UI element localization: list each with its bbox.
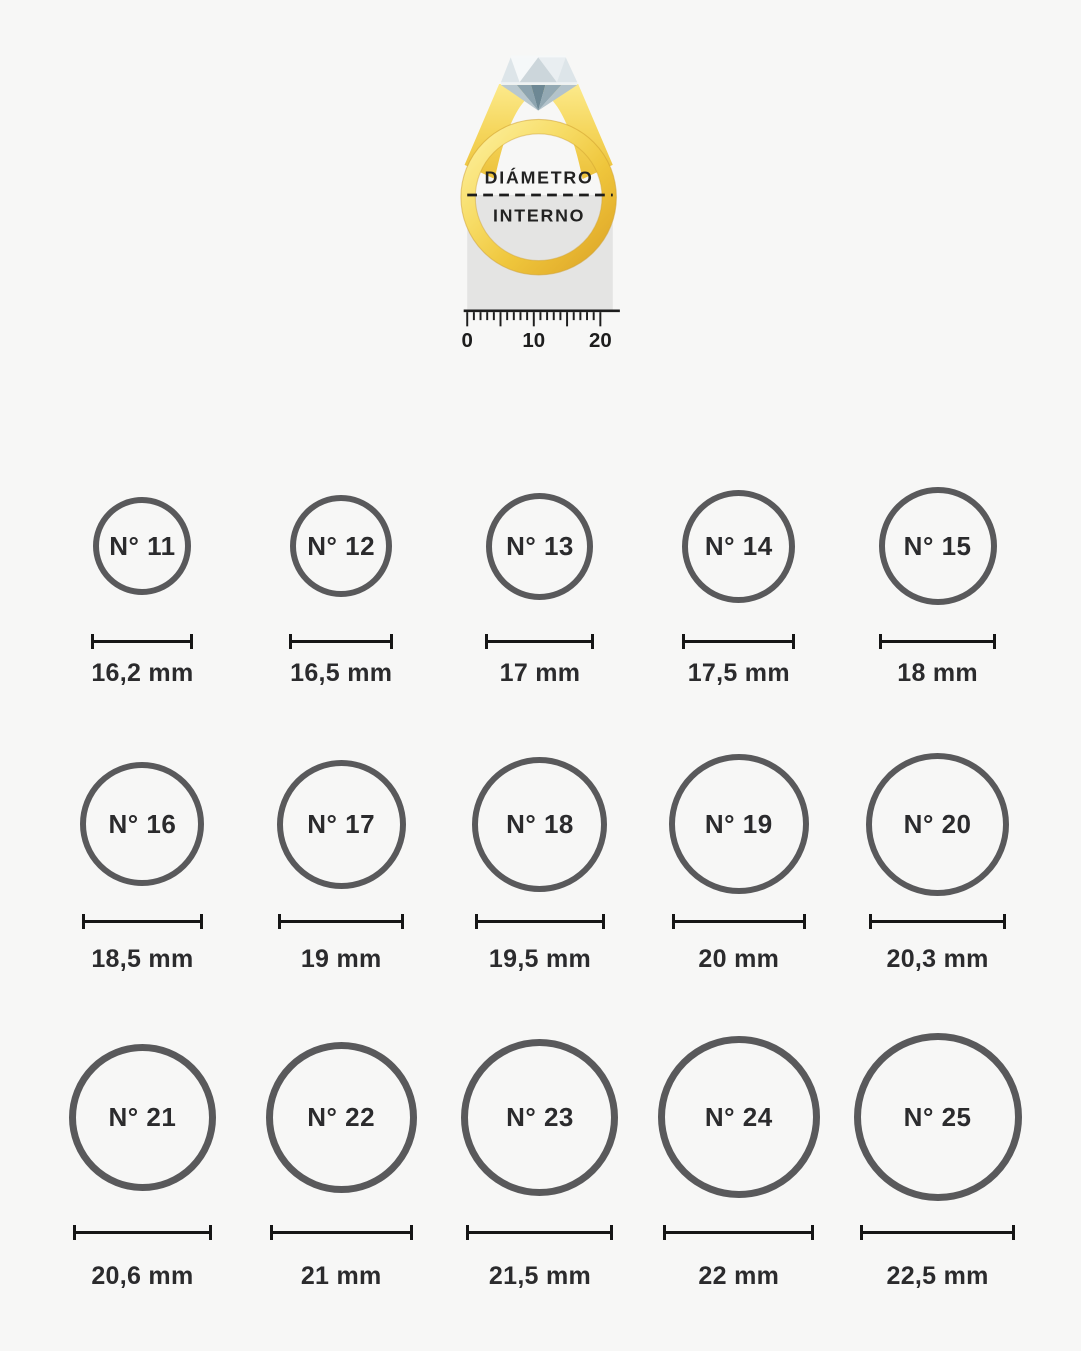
- ring-size-number: N° 22: [307, 1101, 376, 1132]
- diameter-measure-line: [475, 914, 605, 929]
- ring-size-circle: [486, 493, 593, 600]
- ring-size-circle: [682, 490, 795, 603]
- ring-size-circle-box: [866, 740, 1009, 908]
- diameter-value-label: 17,5 mm: [687, 659, 790, 687]
- ring-size-circle-box: [658, 1020, 820, 1214]
- ring-size-circle-box: [682, 470, 795, 622]
- diameter-value-label: 16,2 mm: [91, 659, 194, 687]
- ring-size-number: N° 13: [506, 530, 574, 561]
- ring-size-circle-box: [854, 1020, 1022, 1214]
- ring-size-number: N° 19: [704, 808, 773, 839]
- diameter-measure-line: [879, 634, 996, 649]
- ring-size-circle-box: [486, 470, 593, 622]
- diameter-measure-line: [289, 634, 393, 649]
- ring-size-number: N° 24: [704, 1101, 773, 1132]
- ring-size-circle: [879, 487, 997, 605]
- ring-size-circle-box: [69, 1020, 216, 1214]
- ring-size-item: [242, 470, 441, 688]
- ring-size-number: N° 14: [704, 530, 773, 561]
- diameter-measure-line: [270, 1225, 413, 1240]
- ring-size-circle-box: [472, 740, 607, 908]
- ring-size-number: N° 17: [307, 808, 376, 839]
- ring-size-number: N° 15: [903, 530, 972, 561]
- ring-size-circle: [277, 760, 406, 889]
- diameter-measure-line: [485, 634, 594, 649]
- diameter-measure-line: [672, 914, 806, 929]
- diameter-value-label: 17 mm: [499, 659, 581, 687]
- ring-size-circle-box: [879, 470, 997, 622]
- diameter-measure-line: [663, 1225, 814, 1240]
- diameter-label-bottom: INTERNO: [492, 205, 586, 226]
- diameter-value-label: 20 mm: [698, 945, 780, 973]
- ring-diagram-svg: [430, 45, 650, 400]
- size-row-3: [43, 1020, 1037, 1291]
- ring-size-item: [242, 1020, 441, 1291]
- ring-size-circle: [290, 495, 392, 597]
- diameter-value-label: 16,5 mm: [290, 659, 393, 687]
- diameter-value-label: 22,5 mm: [886, 1262, 989, 1290]
- ring-size-circle-box: [461, 1020, 618, 1214]
- diameter-measure-line: [860, 1225, 1015, 1240]
- diameter-measure-line: [682, 634, 795, 649]
- diameter-value-label: 21 mm: [300, 1262, 382, 1290]
- diameter-value-label: 18 mm: [897, 659, 978, 687]
- diameter-value-label: 20,6 mm: [91, 1262, 194, 1290]
- diameter-measure-line: [466, 1225, 613, 1240]
- ring-size-circle: [461, 1039, 618, 1196]
- ring-size-item: [441, 1020, 640, 1291]
- ring-size-circle: [658, 1036, 820, 1198]
- ring-size-item: [639, 1020, 838, 1291]
- ring-size-circle: [669, 754, 809, 894]
- ring-size-number: N° 25: [903, 1101, 972, 1132]
- ring-size-item: [441, 740, 640, 974]
- ring-size-item: [838, 1020, 1037, 1291]
- ring-size-circle: [93, 497, 191, 595]
- ring-size-circle: [866, 753, 1009, 896]
- ring-size-circle: [69, 1044, 216, 1191]
- ring-size-circle-box: [290, 470, 392, 622]
- ring-size-number: N° 20: [903, 808, 972, 839]
- ring-diagram: [430, 45, 650, 400]
- ruler-label-0: 0: [461, 329, 473, 352]
- ring-size-number: N° 23: [506, 1101, 574, 1132]
- ring-size-item: [43, 1020, 242, 1291]
- ring-size-circle: [472, 757, 607, 892]
- ring-size-circle-box: [266, 1020, 417, 1214]
- ring-size-number: N° 11: [109, 530, 176, 561]
- ring-size-number: N° 16: [108, 808, 177, 839]
- ring-size-circle: [854, 1033, 1022, 1201]
- diameter-measure-line: [278, 914, 404, 929]
- ring-size-circle-box: [277, 740, 406, 908]
- diameter-value-label: 19,5 mm: [488, 945, 592, 973]
- diameter-measure-line: [869, 914, 1006, 929]
- diameter-measure-line: [91, 634, 193, 649]
- ring-size-circle: [80, 762, 204, 886]
- ring-size-item: [838, 740, 1037, 974]
- diameter-label-top: DIÁMETRO: [484, 167, 594, 188]
- ring-size-number: N° 18: [506, 808, 574, 839]
- ruler-ticks: [467, 312, 600, 326]
- diameter-value-label: 20,3 mm: [886, 945, 989, 973]
- size-row-2: [43, 740, 1037, 974]
- diameter-value-label: 18,5 mm: [91, 945, 194, 973]
- ring-size-circle-box: [669, 740, 809, 908]
- diameter-value-label: 21,5 mm: [488, 1262, 592, 1290]
- ruler: [462, 311, 620, 352]
- ring-size-item: [441, 470, 640, 688]
- diameter-measure-line: [82, 914, 203, 929]
- ring-size-item: [838, 470, 1037, 688]
- ring-size-item: [639, 470, 838, 688]
- diameter-value-label: 22 mm: [698, 1262, 780, 1290]
- ring-size-number: N° 21: [108, 1101, 177, 1132]
- ring-size-item: [639, 740, 838, 974]
- ring-size-item: [242, 740, 441, 974]
- ring-size-circle-box: [80, 740, 204, 908]
- ruler-label-10: 10: [522, 329, 546, 352]
- ruler-label-20: 20: [588, 329, 612, 352]
- diameter-measure-line: [73, 1225, 212, 1240]
- diameter-value-label: 19 mm: [300, 945, 382, 973]
- ring-size-item: [43, 740, 242, 974]
- ring-size-number: N° 12: [307, 530, 376, 561]
- ring-size-item: [43, 470, 242, 688]
- size-row-1: [43, 470, 1037, 688]
- ring-size-circle: [266, 1042, 417, 1193]
- ring-size-circle-box: [93, 470, 191, 622]
